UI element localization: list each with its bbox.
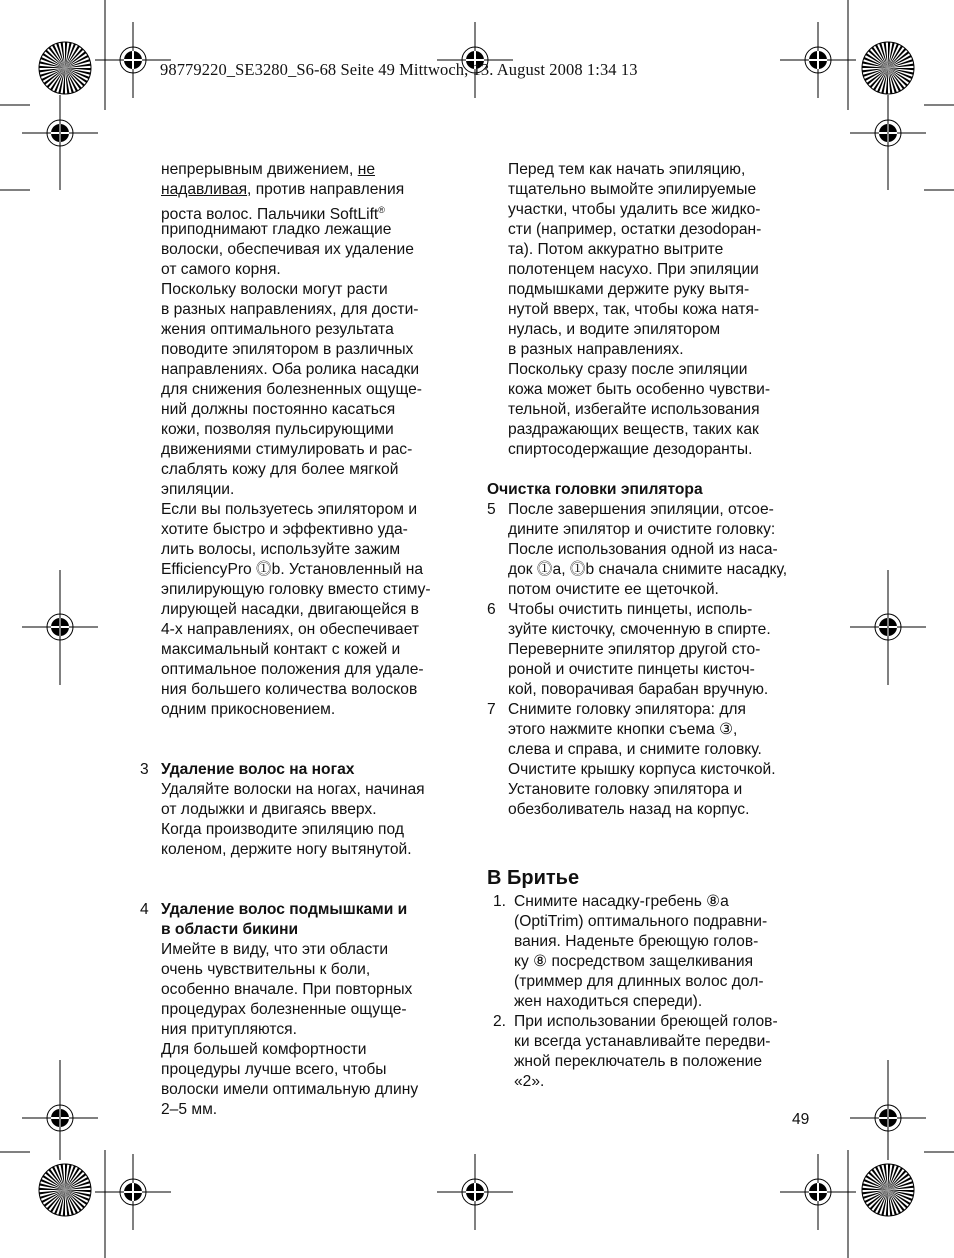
text-line: движениями стимулировать и рас-: [161, 441, 413, 458]
text-line: нулась, и водите эпилятором: [508, 321, 721, 338]
text-line: Перед тем как начать эпиляцию,: [508, 161, 746, 178]
text-line: спиртосодержащие дезодоранты.: [508, 441, 753, 458]
text-line: ния большего количества волосков: [161, 681, 418, 698]
text-line: направлениях. Оба ролика насадки: [161, 361, 420, 378]
text-line: оптимальное положения для удале-: [161, 661, 424, 678]
text-line: дините эпилятор и очистите головку:: [508, 521, 776, 538]
text-line: При использовании бреющей голов-: [514, 1013, 778, 1030]
text-line: Установите головку эпилятора и: [508, 781, 743, 798]
text-line: особенно вначале. При повторных: [161, 981, 413, 998]
list-item: [140, 760, 471, 860]
text-line: Имейте в виду, что эти области: [161, 941, 389, 958]
text-line: коленом, держите ногу вытянутой.: [161, 841, 412, 858]
list-number: 4: [140, 901, 149, 918]
text-line: кой, поворачивая барабан вручную.: [508, 681, 769, 698]
text-line: в разных направлениях.: [508, 341, 684, 358]
text-line: жной переключатель в положение: [514, 1053, 763, 1070]
text-line: (триммер для длинных волос дол-: [514, 973, 764, 990]
text-line: жения оптимального результата: [161, 321, 394, 338]
text-line: После завершения эпиляции, отсое-: [508, 501, 774, 518]
text-line: кожа может быть особенно чувстви-: [508, 381, 771, 398]
text-line: вания. Наденьте бреющую голов-: [514, 933, 759, 950]
section-subtitle: Очистка головки эпилятора: [487, 481, 703, 498]
starburst-mark: [39, 42, 91, 94]
item-title: Удаление волос на ногах: [161, 761, 355, 778]
list-number: 1.: [493, 893, 507, 910]
text-line: процедуры лучше всего, чтобы: [161, 1061, 387, 1078]
list-item: [493, 1012, 822, 1092]
text-line: волоски, обеспечивая их удаление: [161, 241, 414, 258]
text-line: док ⓵a, ⓵b сначала снимите насадку,: [508, 561, 788, 578]
registration-mark: [780, 22, 856, 98]
registration-mark: [95, 1154, 171, 1230]
text-line: от самого корня.: [161, 261, 281, 278]
text-line: (OptiTrim) оптимального подравни-: [514, 913, 768, 930]
text-line: Для большей комфортности: [161, 1041, 367, 1058]
text-line: 4-х направлениях, он обеспечивает: [161, 621, 420, 638]
text-line: зуйте кисточку, смоченную в спирте.: [508, 621, 771, 638]
text-line: лирующей насадки, двигающейся в: [161, 601, 419, 618]
text-line: ний должны постоянно касаться: [161, 401, 396, 418]
text-line: ния притупляются.: [161, 1021, 297, 1038]
list-number: 3: [140, 761, 149, 778]
text-line: тщательно вымойте эпилируемые: [508, 181, 757, 198]
starburst-mark: [39, 1164, 91, 1216]
text-line: одним прикосновением.: [161, 701, 336, 718]
text-line: EfficiencyPro ⓵b. Установленный на: [161, 561, 424, 578]
list-item: [487, 600, 822, 700]
text-line: подмышками держите руку вытя-: [508, 281, 750, 298]
item-title: Удаление волос подмышками и: [161, 901, 408, 918]
list-item: [493, 892, 822, 1012]
text-line: ки всегда устанавливайте передви-: [514, 1033, 771, 1050]
text-line: лить волосы, используйте зажим: [161, 541, 401, 558]
text-line: раздражающих веществ, таких как: [508, 421, 759, 438]
text-line: волоски имели оптимальную длину: [161, 1081, 419, 1098]
text-line: та). Потом аккуратно вытрите: [508, 241, 724, 258]
text-line: «2».: [514, 1073, 545, 1090]
print-header: 98779220_SE3280_S6-68 Seite 49 Mittwoch, 13. August 2008 1:34 13: [160, 60, 638, 79]
text-line: эпилирующую головку вместо стиму-: [161, 581, 431, 598]
list-item: [140, 900, 471, 1120]
text-line: После использования одной из наса-: [508, 541, 778, 558]
text-line: слева и справа, и снимите головку.: [508, 741, 762, 758]
text-line: ку ⑧ посредством защелкивания: [514, 953, 754, 970]
list-number: 2.: [493, 1013, 507, 1030]
text-line: роной и очистите пинцеты кисточ-: [508, 661, 755, 678]
text-line: 2–5 мм.: [161, 1101, 218, 1118]
text-line: приподнимают гладко лежащие: [161, 221, 392, 238]
text-line: процедурах болезненные ощуще-: [161, 1001, 407, 1018]
text-line: жен находиться спереди).: [514, 993, 703, 1010]
list-item: [487, 500, 822, 600]
text-line: Поскольку волоски могут расти: [161, 281, 388, 298]
text-line: Переверните эпилятор другой сто-: [508, 641, 761, 658]
text-line: хотите быстро и эффективно уда-: [161, 521, 408, 538]
text-line: от лодыжки и двигаясь вверх.: [161, 801, 377, 818]
text-line: обезболиватель назад на корпус.: [508, 801, 750, 818]
text-line: роста волос. Пальчики SoftLift®: [161, 205, 385, 224]
text-line: эпиляции.: [161, 481, 235, 498]
text-line: тельной, избегайте использования: [508, 401, 760, 418]
text-line: максимальный контакт с кожей и: [161, 641, 401, 658]
text-line: слаблять кожу для более мягкой: [161, 461, 399, 478]
list-number: 5: [487, 501, 496, 518]
text-line: нутой вверх, так, чтобы кожа натя-: [508, 301, 760, 318]
registration-mark: [780, 1154, 856, 1230]
text-line: Чтобы очистить пинцеты, исполь-: [508, 601, 753, 618]
text-line: непрерывным движением, не: [161, 161, 375, 178]
text-line: сти (например, остатки дезоdoран-: [508, 221, 762, 238]
text-line: очень чувствительны к боли,: [161, 961, 371, 978]
text-line: поводите эпилятором в различных: [161, 341, 414, 358]
text-line: потом очистите ее щеточкой.: [508, 581, 719, 598]
page-number: 49: [792, 1111, 810, 1128]
text-line: этого нажмите кнопки съема ③,: [508, 721, 738, 738]
registration-mark: [437, 1154, 513, 1230]
text-line: Очистите крышку корпуса кисточкой.: [508, 761, 776, 778]
starburst-mark: [862, 42, 914, 94]
left-column: [140, 160, 471, 1120]
list-item: [487, 700, 822, 820]
text-line: Снимите головку эпилятора: для: [508, 701, 746, 718]
item-title: в области бикини: [161, 921, 299, 938]
text-line: Поскольку сразу после эпиляции: [508, 361, 748, 378]
text-line: Удаляйте волоски на ногах, начиная: [161, 781, 425, 798]
text-line: надавливая, против направления: [161, 181, 405, 198]
right-column: [487, 160, 822, 1092]
text-line: участки, чтобы удалить все жидко-: [508, 201, 761, 218]
section-title: B Бритье: [487, 867, 580, 889]
text-line: для снижения болезненных ощуще-: [161, 381, 422, 398]
list-number: 7: [487, 701, 496, 718]
text-line: Снимите насадку-гребень ⑧a: [514, 893, 729, 910]
list-number: 6: [487, 601, 496, 618]
text-line: в разных направлениях, для дости-: [161, 301, 419, 318]
text-line: Если вы пользуетесь эпилятором и: [161, 501, 418, 518]
text-line: Когда производите эпиляцию под: [161, 821, 404, 838]
starburst-mark: [862, 1164, 914, 1216]
text-line: кожи, позволяя пульсирующими: [161, 421, 394, 438]
text-line: полотенцем насухо. При эпиляции: [508, 261, 759, 278]
